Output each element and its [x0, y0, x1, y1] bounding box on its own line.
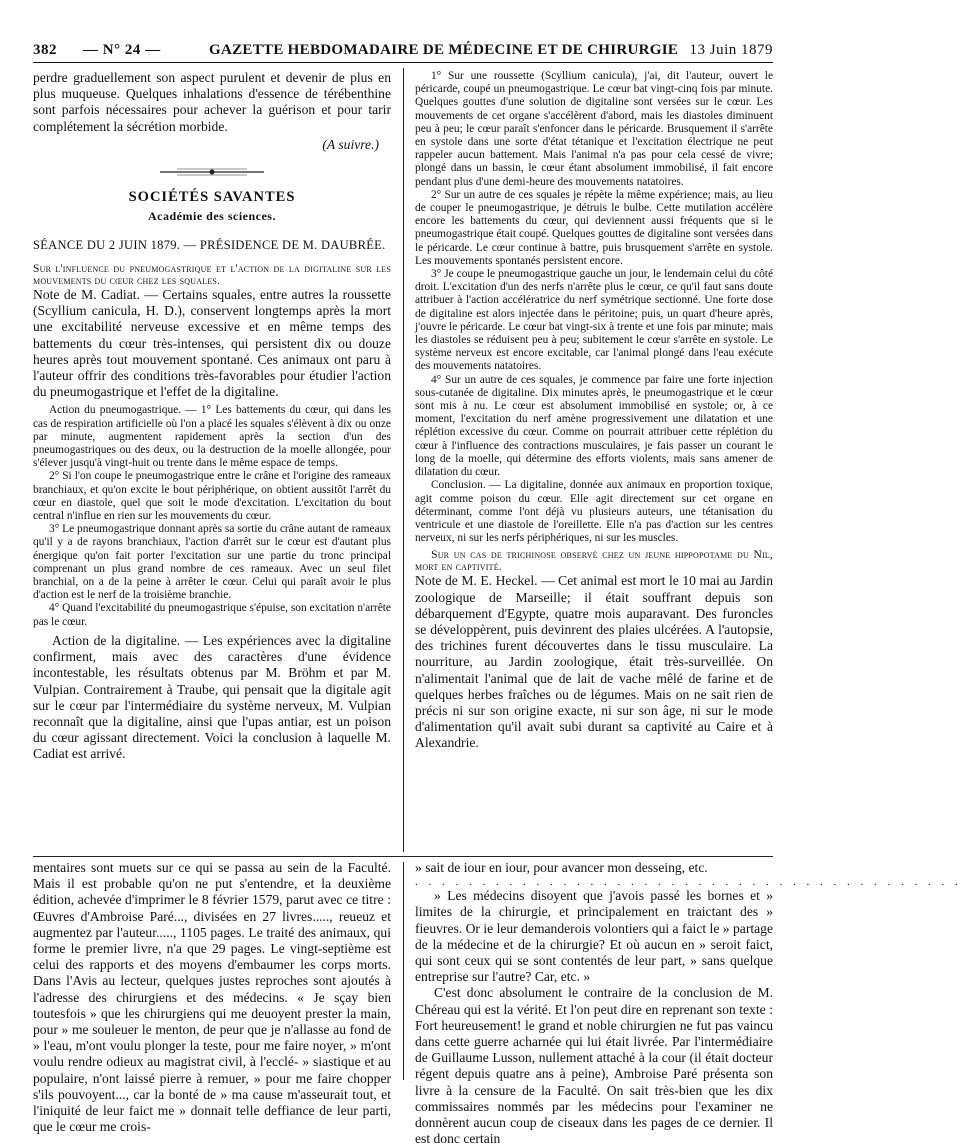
paragraph-3: 3° Le pneumogastrique donnant après sa sortie du crâne autant de rameaux qu'il y a de rayons branchiaux, l'action d'arrêt sur le cœur est d'autant plus énergique qu'on fait porter l'excitation sur une partie du tronc principal comprenant un plus grand nombre de ces rameaux. Avec un seul filet branchial, on a de la peine à arrêter le cœur. Celui qui paraît avoir le plus d'action est le nerf de la troisième branchie.: [33, 523, 391, 602]
feuilleton-text: mentaires sont muets sur ce qui se passa au sein de la Faculté. Mais il est probable qu'on ne put s'entendre, et la deuxième édition, achevée d'imprimer le 8 février 1579, parut avec ce titre : Œuvres d'Ambroise Paré..., divisées en 27 livres....., reueuz et augmentez par l'auteur....., 1105 pages. Le traité des animaux, qui forme le premier livre, n'a que 29 pages. Le vingt-septième est celui des rapports et des moyens d'embaumer les corps morts. Dans l'Avis au lecteur, quelques justes reproches sont ajoutés à l'adresse des chirurgiens et des médecins. « Je sçay bien toutesfois » que les chirurgiens qui me deuoyent prester la main, pour » me souleuer le menton, de peur que je n'allasse au fond de » l'eau, m'ont voulu plonger la teste, pour me faire noyer, » m'ont voulu rendre odieux au magistrat civil, à l'ecclé- » siastique et au populaire, n'ont laissé pierre à remuer, » pour me faire chopper s'ils pouvoyent..., car la bonté de » ma cause m'asseurait tout, et l'iniquité de leur faict me » donnait telle deffiance de leur parti, que le cœur me crois-: [33, 860, 391, 1135]
trichinose-heading: Sur un cas de trichinose observé chez un jeune hippopotame du Nil, mort en captivité.: [415, 549, 773, 574]
article-note: Note de M. Cadiat. — Certains squales, entre autres la roussette (Scyllium canicula, H. D.), conservent longtemps après la mort une excitabilité nerveuse excessive et en même temps des battements du cœur très-intenses, qui persistent dix ou douze heures après tout mouvement spontané. Ces animaux ont paru à l'auteur offrir des conditions très-favorables pour étudier l'action du pneumogastrique et l'effet de la digitaline.: [33, 287, 391, 400]
issue-date: 13 Juin 1879: [689, 42, 773, 58]
paragraph-digitaline: Action de la digitaline. — Les expériences avec la digitaline confirment, mais avec des caractères d'une évidence incontestable, les résultats obtenus par M. Bröhm et par M. Vulpian. Contrairement à Traube, qui pensait que la digitale agit sur le cœur par l'intermédiaire du système nerveux, M. Vulpian reconnaît que la digitaline, ainsi que l'upas antiar, est un poison du cœur agissant directement. Voici la conclusion à laquelle M. Cadiat est arrivé.: [33, 632, 391, 762]
section-subtitle: Académie des sciences.: [148, 209, 276, 224]
left-column: [33, 70, 391, 763]
paragraph-4: 4° Quand l'excitabilité du pneumogastrique s'épuise, son excitation n'arrête pas le cœur.: [33, 602, 391, 628]
experiment-4: 4° Sur un autre de ces squales, je commence par faire une forte injection sous-cutanée de digitaline. Dix minutes après, le pneumogastrique et le cœur sont mis à nu. Le cœur est absolument immobilisé en systole; or, à ce moment, l'excitation du nerf amène progressivement une dilatation et une réplétion excessive du cœur. Comme on pourrait attribuer cette réplétion du cœur à l'influence des contractions musculaires, je fais passer un courant le long de la moelle, qui détermine des efforts violents, mais sans amener de dilatation du cœur.: [415, 373, 773, 479]
paragraph-action-pneumogastrique: Action du pneumogastrique. — 1° Les battements du cœur, qui dans les cas de respiration artificielle où l'on a placé les squales s'élèvent à dix ou onze par minute, augmentent rapidement après la section d'un des pneumogastriques ou des deux, ou la destruction de la moelle allongée, pour s'élever jusqu'à vingt-huit ou trente dans le même espace de temps.: [33, 404, 391, 470]
intro-paragraph: perdre graduellement son aspect purulent et devenir de plus en plus muqueuse. Quelques inhalations d'essence de térébenthine sont parfois nécessaires pour achever la guérison et pour tarir complétement la sécrétion morbide.: [33, 70, 391, 134]
trichinose-text: Note de M. E. Heckel. — Cet animal est mort le 10 mai au Jardin zoologique de Marseille; il était souffrant depuis son débarquement d'Egypte, quatre mois auparavant. Des furoncles se développèrent, puis devinrent des plaies ulcérées. A l'autopsie, des trichines furent découvertes dans le tissu musculaire. La nourriture, au Jardin zoologique, était très-surveillée. On n'alimentait l'animal que de lait de vache mêlé de farine et de quelques herbes fraîches ou de légumes. Mais on ne sait rien de précis ni sur son origine exacte, ni sur son âge, ni sur le mode d'alimentation qu'il avait subi durant sa captivité au Caire et à Alexandrie.: [415, 573, 773, 751]
bottom-left-column: [33, 860, 391, 1135]
page-header: [33, 40, 773, 63]
ellipsis-dots: . . . . . . . . . . . . . . . . . . . . . . . . . . . . . . . . . . . . . . . . .: [415, 876, 962, 889]
newspaper-page: [33, 40, 962, 1147]
conclusion: Conclusion. — La digitaline, donnée aux animaux en proportion toxique, agit comme poison du cœur. Elle agit directement sur cet organe en déterminant, comme l'ont déjà vu plusieurs auteurs, une tétanisation du ventricule et une diastole de l'oreillette. Elle n'a pas d'action sur les centres nerveux, ni sur les nerfs périphériques, ni sur les muscles.: [415, 479, 773, 545]
article-heading: Sur l'influence du pneumogastrique et l'action de la digitaline sur les mouvements du cœur chez les squales.: [33, 263, 391, 288]
closing-paragraph: C'est donc absolument le contraire de la conclusion de M. Chéreau qui est la vérité. Et l'on peut dire en reprenant son texte : Fort heureusement! le grand et noble chirurgien ne fut pas vaincu dans cette guerre acharnée qui lui était livrée. Par l'intermédiaire de Guillaume Lusson, nullement attaché à la cour (il était docteur régent depuis quatre ans à peine), Ambroise Paré présenta son livre à la censure de la Faculté. On sait très-bien que les dix commissaires nommés par les médecins pour l'examiner ne donnèrent aucun coup de ciseaux dans les pages de ce dernier. Il est donc certain: [415, 985, 773, 1147]
issue-number: — N° 24 —: [83, 42, 161, 58]
a-suivre: (A suivre.): [322, 136, 379, 152]
quote-line-1: » sait de iour en iour, pour avancer mon desseing, etc.: [415, 860, 708, 875]
column-divider: [403, 68, 404, 852]
page-number: 382: [33, 42, 57, 58]
experiment-2: 2° Sur un autre de ces squales je répète la même expérience; mais, au lieu de couper le pneumogastrique, je détruis le bulbe. Cette mutilation accélère encore les battements du cœur, qui deviennent aussi fréquents que si le pneumogastrique était coupé. Quelques gouttes de digitaline sont versées dans le péricarde. Le cœur continue à battre, puis brusquement s'arrête en systole. Les mouvements spontanés persistent encore.: [415, 188, 773, 267]
bottom-right-column: [415, 860, 962, 1147]
section-title: SOCIÉTÉS SAVANTES: [128, 189, 296, 206]
experiment-3: 3° Je coupe le pneumogastrique gauche un jour, le lendemain celui du côté droit. L'excitation d'un des nerfs n'arrête plus le cœur, ce qu'il faut sans doute attribuer à l'action accélératrice du nerf symétrique sectionné. Une forte dose de digitaline est alors injectée dans le péritoine; puis, un quart d'heure après, j'ouvre le péricarde. Le cœur bat vingt-six à trente et une fois par minute; mais les diastoles se réduisent peu à peu; subitement le cœur s'arrête en systole. Le système nerveux est encore excitable, car l'animal plongé dans l'eau exécute des mouvements natatoires.: [415, 268, 773, 373]
paragraph-2: 2° Si l'on coupe le pneumogastrique entre le crâne et l'origine des rameaux branchiaux, et qu'on excite le bout périphérique, on obtient aussitôt l'arrêt du cœur en diastole, quel que soit le mode d'excitation. L'excitation du bout central n'influe en rien sur les mouvements du cœur.: [33, 470, 391, 523]
right-column: [415, 70, 773, 752]
quote-2: » Les médecins disoyent que j'avois passé les bornes et » limites de la chirurgie, et principalement en traictant des » fieuvres. Or ie leur demanderois volontiers qui a faict le » partage de la médecine et de la chirurgie? Et où aucun en » seroit faict, qui sont ceux qui se sont contentés de leur part, » sans quelque entreprise sur l'autre? Car, etc. »: [415, 888, 773, 985]
bottom-column-divider: [403, 862, 404, 1080]
experiment-1: 1° Sur une roussette (Scyllium canicula), j'ai, dit l'auteur, ouvert le péricarde, coupé un pneumogastrique. Le cœur bat vingt-cinq fois par minute. Quelques gouttes d'une solution de digitaline sont versées sur le cœur. Les mouvements de cet organe s'accélèrent d'abord, mais les diastoles diminuent peu à peu; le cœur paraît s'enfoncer dans le péricarde. Brusquement il s'arrête en systole dans une sorte d'état tétanique et l'excitation électrique ne peut rappeler aucun battement. Mais l'animal n'a pas pour cela cessé de vivre; plongé dans un bassin, le cœur étant absolument immobilisé, il fait encore pendant plus d'une demi-heure des mouvements natatoires.: [415, 70, 773, 188]
seance-line: SÉANCE DU 2 JUIN 1879. — PRÉSIDENCE DE M. DAUBRÉE.: [33, 238, 386, 253]
journal-title: GAZETTE HEBDOMADAIRE DE MÉDECINE ET DE CHIRURGIE: [209, 42, 679, 58]
horizontal-rule: [33, 856, 773, 857]
ornament-divider: [152, 165, 272, 179]
